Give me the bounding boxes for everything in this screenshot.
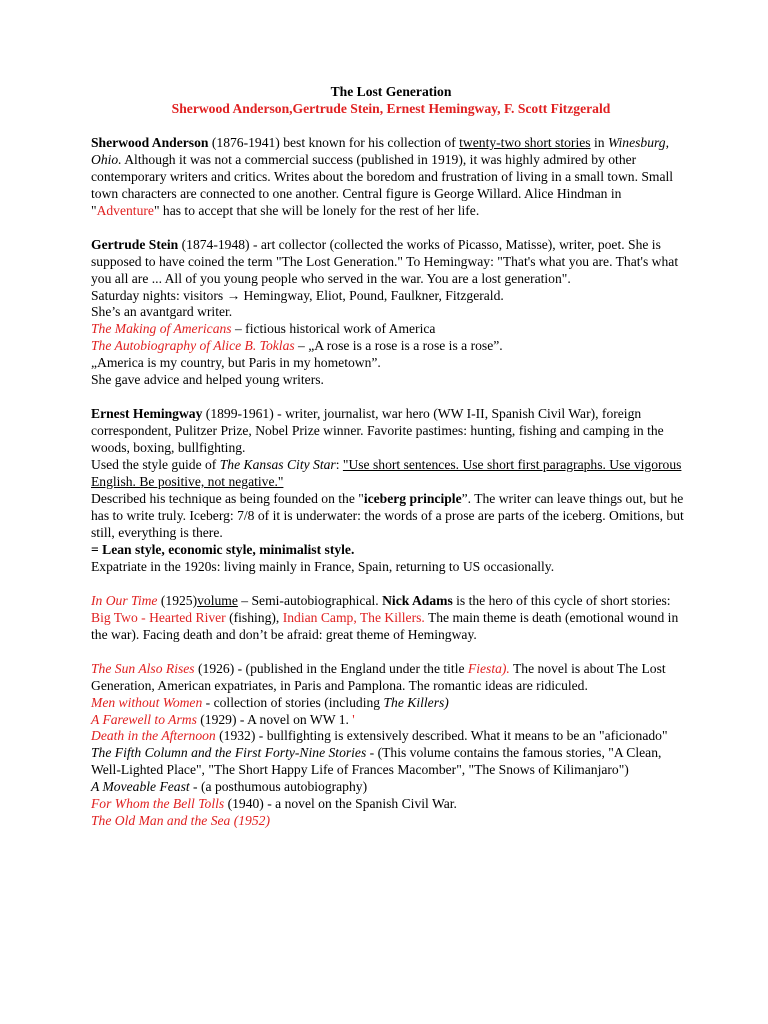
book-title: For Whom the Bell Tolls <box>91 796 225 812</box>
hero-name: Nick Adams <box>382 592 453 608</box>
sun-also-rises-paragraph: The Sun Also Rises (1926) - (published in the England under the title Fiesta). The novel is about The Lost Generation, American expatriates, in Paris and Pamplona. The romantic ideas are ridiculed. <box>91 660 666 693</box>
hemingway-paragraph: Ernest Hemingway (1899-1961) - writer, journalist, war hero (WW I-II, Spanish Civil War), foreign correspondent, Pulitzer Prize, Nobel Prize winner. Favorite pastimes: hunting, fishing and camping in the woods, boxing, bullfighting. <box>91 406 664 456</box>
document-title: The Lost Generation <box>330 84 452 99</box>
book-title: The Autobiography of Alice B. Toklas <box>91 338 295 354</box>
stein-line: „America is my country, but Paris in my hometown”. <box>91 355 381 371</box>
work-line: Men without Women - collection of stories (including The Killers) <box>91 694 449 710</box>
book-title: Death in the Afternoon <box>91 728 216 744</box>
book-title: Winesburg, Ohio. <box>91 134 669 167</box>
document-body <box>91 84 691 830</box>
hemingway-style-guide: Used the style guide of The Kansas City Star: "Use short sentences. Use short first paragraphs. Use vigorous English. Be positive, not negative." <box>91 457 682 490</box>
work-line: A Farewell to Arms (1929) - A novel on WW 1. ' <box>91 711 355 727</box>
book-title: In Our Time <box>91 592 158 608</box>
work-line: A Moveable Feast - (a posthumous autobiography) <box>91 779 368 795</box>
stein-line: She gave advice and helped young writers. <box>91 372 324 388</box>
work-line: For Whom the Bell Tolls (1940) - a novel on the Spanish Civil War. <box>91 796 457 812</box>
work-line: Death in the Afternoon (1932) - bullfighting is extensively described. What it means to be an "aficionado" <box>91 728 668 744</box>
anderson-paragraph: Sherwood Anderson (1876-1941) best known for his collection of twenty-two short stories in Winesburg, Ohio. Although it was not a commercial success (published in 1919), it was highly admired by other contemporary writers and critics. Writes about the boredom and frustration of living in a small town. Small town characters are connected to one another. Central figure is George Willard. Alice Hindman in "Adventure" has to accept that she will be lonely for the rest of her life. <box>91 134 674 218</box>
author-name: Sherwood Anderson <box>91 134 209 150</box>
iceberg-term: iceberg principle <box>363 491 462 507</box>
work-line: The Fifth Column and the First Forty-Nine Stories - (This volume contains the famous stories, "A Clean, Well-Lighted Place", "The Short Happy Life of Frances Macomber", "The Snows of Kilimanjaro") <box>91 745 662 778</box>
book-title: The Making of Americans <box>91 321 232 337</box>
story-title: Adventure <box>96 202 154 218</box>
book-title: Men without Women <box>91 694 203 710</box>
book-title: A Moveable Feast <box>91 779 190 795</box>
stein-book-line: The Making of Americans – fictious historical work of America <box>91 321 436 337</box>
stein-line: She’s an avantgard writer. <box>91 304 233 320</box>
hemingway-expatriate: Expatriate in the 1920s: living mainly in France, Spain, returning to US occasionally. <box>91 558 555 574</box>
underlined-phrase: twenty-two short stories <box>459 134 591 150</box>
arrow-icon: → <box>226 287 241 303</box>
hemingway-iceberg: Described his technique as being founded on the "iceberg principle”. The writer can leave things out, but he has to write truly. Iceberg: 7/8 of it is underwater: the words of a prose are parts of the iceberg. Omitions, but still, everything is there. <box>91 491 684 540</box>
book-title: The Sun Also Rises <box>91 660 195 676</box>
in-our-time-paragraph: In Our Time (1925)volume – Semi-autobiographical. Nick Adams is the hero of this cycle of short stories: Big Two - Hearted River (fishing), Indian Camp, The Killers. The main theme is death (emotional wound in the war). Facing death and don’t be afraid: great theme of Hemingway. <box>91 592 679 642</box>
book-title: Fiesta). <box>467 660 510 676</box>
story-title: Indian Camp, The Killers. <box>282 609 425 625</box>
stein-paragraph: Gertrude Stein (1874-1948) - art collector (collected the works of Picasso, Matisse), writer, poet. She is supposed to have coined the term "The Lost Generation." To Hemingway: "That's what you are. That's what you all are ... All of you young people who served in the war. You are a lost generation". <box>91 236 679 286</box>
stein-visitors: Saturday nights: visitors → Hemingway, Eliot, Pound, Faulkner, Fitzgerald. <box>91 287 504 303</box>
hemingway-lean-style: = Lean style, economic style, minimalist style. <box>91 541 355 557</box>
style-guide-quote: "Use short sentences. Use short first paragraphs. Use vigorous English. Be positive, not negative." <box>91 457 682 490</box>
author-name: Gertrude Stein <box>91 236 179 252</box>
book-title: A Farewell to Arms <box>91 711 197 727</box>
newspaper-title: The Kansas City Star <box>219 457 336 473</box>
stein-book-line: The Autobiography of Alice B. Toklas – „A rose is a rose is a rose is a rose”. <box>91 338 503 354</box>
author-name: Ernest Hemingway <box>91 406 203 422</box>
book-title: The Fifth Column and the First Forty-Nine Stories <box>91 745 367 761</box>
work-line: The Old Man and the Sea (1952) <box>91 813 270 829</box>
story-title: Big Two - Hearted River <box>91 609 226 625</box>
document-subtitle: Sherwood Anderson,Gertrude Stein, Ernest Hemingway, F. Scott Fitzgerald <box>171 100 611 116</box>
book-title: The Old Man and the Sea <box>91 813 231 829</box>
